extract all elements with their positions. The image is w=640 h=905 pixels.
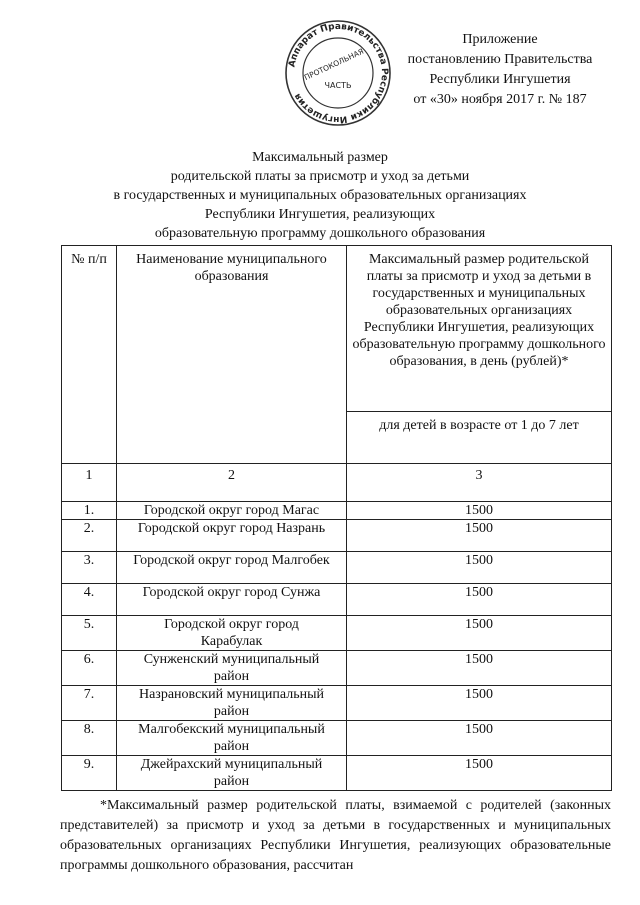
table-row	[62, 651, 612, 686]
appendix-header	[380, 30, 620, 110]
footnote-text: *Максимальный размер родительской платы, взимаемой с родителей (законных представителей) за присмотр и уход за детьми в государственных и муниципальных образовательных организациях Республики Ингушетия, реализующих образовательные программы дошкольного образования, рассчитан	[60, 798, 611, 873]
row-name: Малгобекский муниципальный район	[117, 721, 347, 756]
row-value: 1500	[347, 584, 612, 616]
row-value: 1500	[347, 756, 612, 791]
row-number: 7.	[62, 686, 117, 721]
row-name: Городской округ город Сунжа	[117, 584, 347, 616]
row-name: Городской округ город Назрань	[117, 520, 347, 552]
row-value: 1500	[347, 616, 612, 651]
header-line: от «30» ноября 2017 г. № 187	[413, 92, 587, 107]
table-header-row	[62, 246, 612, 412]
stamp-outer-text: Аппарат Правительства Республики Ингушетия	[287, 21, 390, 125]
col-number-header: № п/п	[62, 246, 117, 464]
stamp-inner-bottom: ЧАСТЬ	[324, 81, 352, 90]
table-row	[62, 686, 612, 721]
row-number: 1.	[62, 502, 117, 520]
title-line: родительской платы за присмотр и уход за детьми	[170, 169, 470, 184]
title-line: образовательную программу дошкольного образования	[154, 226, 486, 241]
row-name: Городской округ город Малгобек	[117, 552, 347, 584]
title-line: Республики Ингушетия, реализующих	[204, 207, 436, 222]
row-name: Городской округ город Карабулак	[117, 616, 347, 651]
row-name: Сунженский муниципальный район	[117, 651, 347, 686]
col-index: 3	[347, 464, 612, 502]
row-name: Городской округ город Магас	[117, 502, 347, 520]
fee-table	[61, 245, 612, 791]
row-number: 2.	[62, 520, 117, 552]
row-number: 8.	[62, 721, 117, 756]
row-number: 6.	[62, 651, 117, 686]
table-row	[62, 552, 612, 584]
row-value: 1500	[347, 686, 612, 721]
col-index: 2	[117, 464, 347, 502]
table-row	[62, 756, 612, 791]
row-value: 1500	[347, 552, 612, 584]
row-name: Назрановский муниципальный район	[117, 686, 347, 721]
row-value: 1500	[347, 520, 612, 552]
header-line: Республики Ингушетия	[429, 72, 571, 87]
title-line: Максимальный размер	[252, 150, 388, 165]
column-number-row	[62, 464, 612, 502]
stamp-inner-top: ПРОТОКОЛЬНАЯ	[302, 46, 366, 83]
footnote	[60, 796, 611, 876]
table-row	[62, 502, 612, 520]
table-row	[62, 520, 612, 552]
row-number: 3.	[62, 552, 117, 584]
document-title	[40, 148, 600, 243]
row-number: 5.	[62, 616, 117, 651]
protocol-stamp	[283, 18, 393, 128]
col-fee-subheader: для детей в возрасте от 1 до 7 лет	[347, 412, 612, 464]
row-number: 4.	[62, 584, 117, 616]
col-fee-header: Максимальный размер родительской платы за присмотр и уход за детьми в государственных и муниципальных образовательных организациях Республики Ингушетия, реализующих образовательную программу дошкольного образования, в день (рублей)*	[347, 246, 612, 412]
header-line: Приложение	[462, 32, 538, 47]
col-index: 1	[62, 464, 117, 502]
table-row	[62, 584, 612, 616]
row-value: 1500	[347, 651, 612, 686]
row-number: 9.	[62, 756, 117, 791]
row-value: 1500	[347, 502, 612, 520]
col-name-header: Наименование муниципального образования	[117, 246, 347, 464]
table-row	[62, 721, 612, 756]
title-line: в государственных и муниципальных образовательных организациях	[113, 188, 527, 203]
header-line: постановлению Правительства	[407, 52, 593, 67]
row-value: 1500	[347, 721, 612, 756]
table-row	[62, 616, 612, 651]
row-name: Джейрахский муниципальный район	[117, 756, 347, 791]
